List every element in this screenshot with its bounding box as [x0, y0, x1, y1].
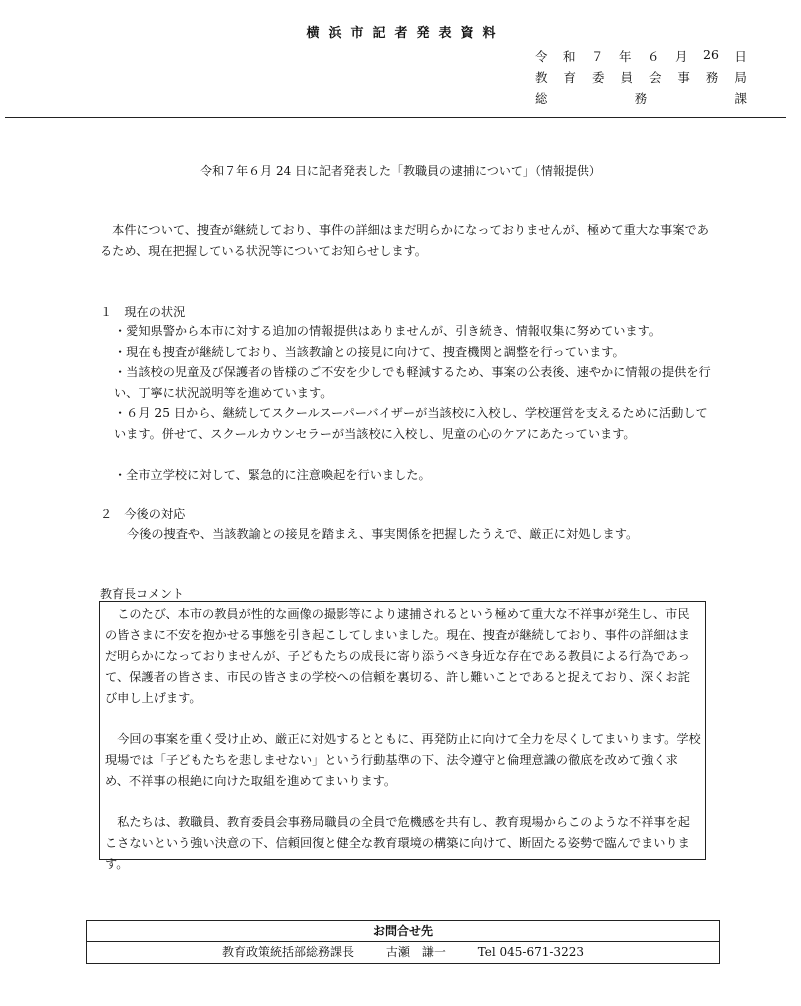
press-release-title: 横浜市記者発表資料 — [306, 26, 505, 41]
section-char: 務 — [634, 91, 648, 106]
date-char: ６ — [647, 49, 660, 64]
comment-label: 教育長コメント — [100, 587, 185, 601]
list-item: ・６月 25 日から、継続してスクールスーパーバイザーが当該校に入校し、学校運営を支えるために活動しています。併せて、スクールカウンセラーが当該校に入校し、児童の心のケアにあたっています。 — [114, 406, 708, 441]
future-response-text: 今後の捜査や、当該教諭との接見を踏まえ、事実関係を把握したうえで、厳正に対処します。 — [127, 527, 639, 541]
department-char: 委 — [591, 70, 605, 85]
department-char: 会 — [648, 70, 662, 85]
intro-paragraph: 本件について、捜査が継続しており、事件の詳細はまだ明らかになっておりませんが、極めて重大な事案であるため、現在把握している状況等についてお知らせします。 — [100, 223, 709, 258]
department-char: 事 — [677, 70, 690, 85]
section-heading-current-status: １ 現在の状況 — [100, 305, 186, 319]
date-char: 年 — [619, 49, 632, 64]
date-char: 月 — [675, 49, 688, 64]
date-char: 令 — [535, 49, 548, 64]
document-subtitle: 令和７年６月 24 日に記者発表した「教職員の逮捕について」（情報提供） — [200, 164, 601, 178]
contact-details — [87, 942, 719, 963]
release-date — [535, 47, 747, 65]
contact-table — [86, 920, 720, 964]
section-char: 総 — [535, 91, 548, 106]
date-char: ７ — [591, 49, 604, 64]
department-char: 局 — [734, 70, 747, 85]
department-char: 教 — [535, 70, 548, 85]
department-char: 育 — [563, 70, 576, 85]
list-item: ・全市立学校に対して、緊急的に注意喚起を行いました。 — [114, 468, 431, 482]
date-char: 和 — [563, 49, 576, 64]
contact-phone: Tel 045-671-3223 — [477, 945, 584, 959]
list-item: ・現在も捜査が継続しており、当該教諭との接見に向けて、捜査機関と調整を行っています。 — [114, 345, 625, 359]
comment-paragraph: 私たちは、教職員、教育委員会事務局職員の全員で危機感を共有し、教育現場からこのような不祥事を起こさないという強い決意の下、信頼回復と健全な教育環境の構築に向けて、断固たる姿勢で臨んでまいります。 — [105, 815, 690, 871]
list-item: ・愛知県警から本市に対する追加の情報提供はありませんが、引き続き、情報収集に努めています。 — [114, 324, 661, 338]
section-char: 課 — [734, 91, 747, 106]
contact-position: 教育政策統括部総務課長 — [222, 945, 355, 959]
section-heading-future-response: ２ 今後の対応 — [100, 507, 186, 521]
date-char: 日 — [734, 49, 747, 64]
header-divider — [5, 117, 786, 118]
contact-name: 古瀬 謙一 — [385, 945, 446, 959]
department-char: 務 — [705, 70, 719, 85]
department-char: 員 — [620, 70, 633, 85]
list-item: ・当該校の児童及び保護者の皆様のご不安を少しでも軽減するため、事案の公表後、速やかに情報の提供を行い、丁寧に状況説明等を進めています。 — [114, 365, 711, 400]
comment-paragraph: このたび、本市の教員が性的な画像の撮影等により逮捕されるという極めて重大な不祥事が発生し、市民の皆さまに不安を抱かせる事態を引き起こしてしまいました。現在、捜査が継続しており、事件の詳細はまだ明らかになっておりませんが、子どもたちの成長に寄り添うべき身近な存在である教員による行為であって、保護者の皆さま、市民の皆さまの学校への信頼を裏切る、許し難いことであると捉えており、深くお詫び申し上げます。 — [105, 607, 690, 705]
section-name — [535, 89, 747, 107]
department-name — [535, 68, 747, 86]
contact-heading: お問合せ先 — [87, 921, 719, 942]
date-char: 26 — [703, 47, 719, 62]
comment-box — [99, 601, 706, 871]
comment-paragraph: 今回の事案を重く受け止め、厳正に対処するとともに、再発防止に向けて全力を尽くしてまいります。学校現場では「子どもたちを悲しませない」という行動基準の下、法令遵守と倫理意識の徹底を改めて強く求め、不祥事の根絶に向けた取組を進めてまいります。 — [105, 732, 701, 788]
